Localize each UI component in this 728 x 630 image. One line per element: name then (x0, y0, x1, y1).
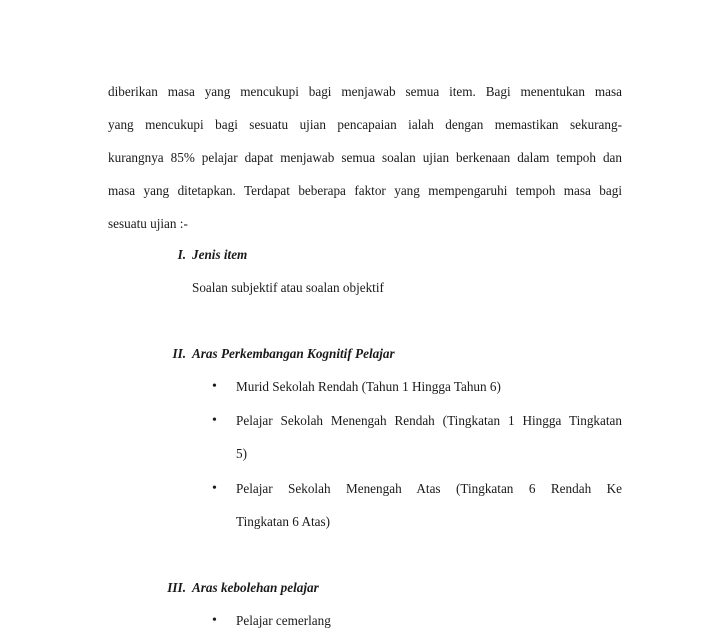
intro-line: diberikan masa yang mencukupi bagi menjawab semua item. Bagi menentukan masa (108, 84, 622, 99)
bullet-icon: • (212, 379, 217, 394)
section-title: Aras kebolehan pelajar (192, 580, 319, 595)
list-item-continuation: 5) (236, 446, 247, 461)
bullet-icon: • (212, 481, 217, 496)
intro-line: masa yang ditetapkan. Terdapat beberapa faktor yang mempengaruhi tempoh masa bagi (108, 183, 622, 198)
section-heading (166, 346, 186, 362)
section-numeral: II. (172, 346, 186, 361)
list-item: Pelajar Sekolah Menengah Rendah (Tingkatan 1 Hingga Tingkatan (236, 413, 622, 428)
bullet-icon: • (212, 413, 217, 428)
list-item: Pelajar cemerlang (236, 613, 331, 628)
section-heading (160, 580, 186, 596)
intro-line: kurangnya 85% pelajar dapat menjawab semua soalan ujian berkenaan dalam tempoh dan (108, 150, 622, 165)
list-item: Murid Sekolah Rendah (Tahun 1 Hingga Tahun 6) (236, 379, 501, 394)
list-item-continuation: Tingkatan 6 Atas) (236, 514, 331, 529)
section-numeral: I. (177, 247, 186, 262)
bullet-icon: • (212, 613, 217, 628)
section-heading (172, 247, 186, 263)
section-title: Jenis item (192, 247, 248, 262)
list-item: Pelajar Sekolah Menengah Atas (Tingkatan 6 Rendah Ke (236, 481, 622, 496)
intro-line: yang mencukupi bagi sesuatu ujian pencapaian ialah dengan memastikan sekurang- (108, 117, 622, 132)
section-numeral: III. (167, 580, 186, 595)
intro-line: sesuatu ujian :- (108, 216, 188, 231)
section-text: Soalan subjektif atau soalan objektif (192, 280, 384, 295)
section-title: Aras Perkembangan Kognitif Pelajar (192, 346, 395, 361)
